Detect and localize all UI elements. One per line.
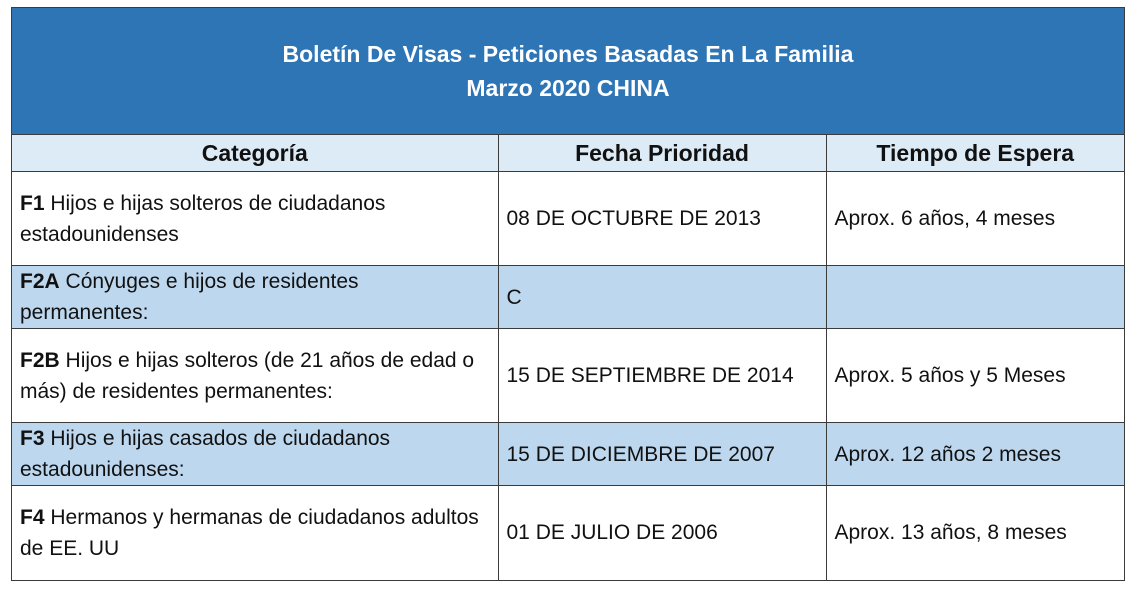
column-header-priority-date: Fecha Prioridad [498, 135, 826, 172]
wait-time-cell [826, 266, 1124, 329]
category-cell [12, 329, 498, 423]
priority-date-cell: C [498, 266, 826, 329]
table-row [12, 329, 1124, 423]
wait-time-cell: Aprox. 13 años, 8 meses [826, 486, 1124, 580]
category-cell [12, 172, 498, 266]
category-code: F2A [20, 270, 60, 293]
category-cell [12, 423, 498, 486]
table-row [12, 172, 1124, 266]
category-description: Hermanos y hermanas de ciudadanos adultos de EE. UU [20, 505, 479, 560]
visa-bulletin-table [12, 135, 1124, 580]
category-description: Hijos e hijas casados de ciudadanos estadounidenses: [20, 427, 391, 481]
wait-time-cell: Aprox. 6 años, 4 meses [826, 172, 1124, 266]
wait-time-cell: Aprox. 5 años y 5 Meses [826, 329, 1124, 423]
category-description: Hijos e hijas solteros de ciudadanos estadounidenses [20, 191, 386, 246]
wait-time-cell: Aprox. 12 años 2 meses [826, 423, 1124, 486]
category-cell [12, 266, 498, 329]
column-header-category: Categoría [12, 135, 498, 172]
category-code: F3 [20, 427, 45, 450]
category-cell [12, 486, 498, 580]
category-code: F1 [20, 191, 45, 215]
category-code: F4 [20, 505, 45, 529]
priority-date-cell: 08 DE OCTUBRE DE 2013 [498, 172, 826, 266]
bulletin-subtitle: Marzo 2020 CHINA [466, 75, 670, 101]
table-row [12, 266, 1124, 329]
priority-date-cell: 15 DE DICIEMBRE DE 2007 [498, 423, 826, 486]
table-banner [12, 8, 1124, 135]
header-row [12, 135, 1124, 172]
column-header-wait-time: Tiempo de Espera [826, 135, 1124, 172]
visa-bulletin-table-frame [11, 7, 1125, 581]
priority-date-cell: 01 DE JULIO DE 2006 [498, 486, 826, 580]
bulletin-title: Boletín De Visas - Peticiones Basadas En La Familia [282, 41, 854, 67]
category-code: F2B [20, 348, 60, 372]
category-description: Cónyuges e hijos de residentes permanentes: [20, 270, 359, 324]
table-row [12, 486, 1124, 580]
priority-date-cell: 15 DE SEPTIEMBRE DE 2014 [498, 329, 826, 423]
category-description: Hijos e hijas solteros (de 21 años de edad o más) de residentes permanentes: [20, 348, 475, 403]
table-row [12, 423, 1124, 486]
